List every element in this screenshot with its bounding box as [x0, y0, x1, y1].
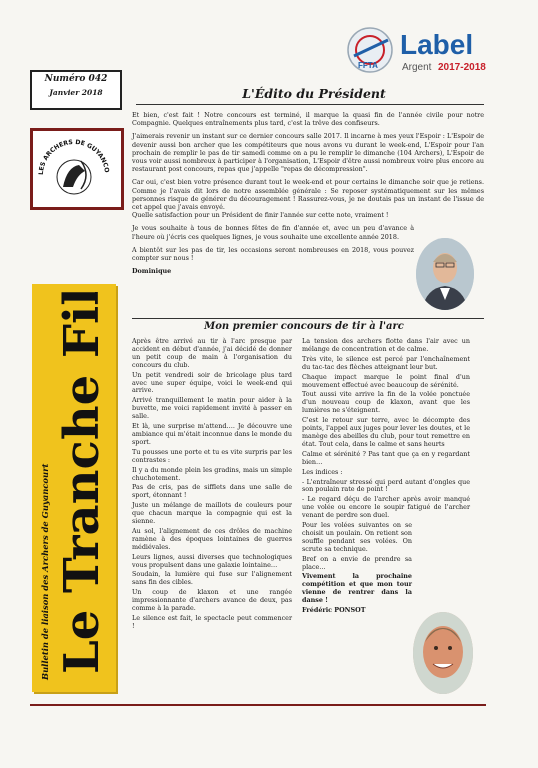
edito-paragraph: Quelle satisfaction pour un Président de finir l'année sur cette note, vraiment !	[132, 211, 389, 220]
article-paragraph: Après être arrivé au tir à l'arc presque par accident en début d'année, j'ai décidé de donner un petit coup de main à l'organisation du concours du club.	[132, 337, 292, 369]
article-paragraph: Juste un mélange de maillots de couleurs pour que chacun marque la compagnie qui est la sienne.	[132, 501, 292, 526]
edito-paragraph: Et bien, c'est fait ! Notre concours est terminé, il marque la quasi fin de l'année civile pour notre Compagnie. Quelques entraînements plus tard, c'est la trêve des confiseurs.	[132, 111, 484, 128]
edito-signature: Dominique	[132, 267, 172, 276]
issue-date: Janvier 2018	[49, 88, 103, 97]
article-divider	[132, 318, 484, 319]
article-paragraph: Les indices :	[302, 467, 343, 476]
article-column-right	[302, 338, 470, 617]
label-years: 2017-2018	[438, 62, 486, 73]
edito-paragraph: Je vous souhaite à tous de bonnes fêtes de fin d'année et, avec un peu d'avance à l'heure où j'écris ces quelques lignes, je vous souhaite une excellente année 2018.	[132, 224, 414, 241]
article-paragraph: - Le regard déçu de l'archer après avoir manqué une volée ou encore le soupir fatigué de l'archer venant de perdre son duel.	[302, 495, 470, 520]
article-title: Mon premier concours de tir à l'arc	[204, 321, 404, 332]
edito-paragraph: Car oui, c'est bien votre présence durant tout le week-end et pour certains le dimanche soir que je retiens. Comme je l'avais dit lors de notre assemblée générale : Se reposer systématiquement sur les mêmes personnes risque de générer du découragement ! Rassurez-vous, je ne doutais pas un instant de l'issue de cet appel que j'avais envoyé.	[132, 178, 484, 212]
article-paragraph: Le silence est fait, le spectacle peut commencer !	[132, 614, 292, 630]
svg-text:Bulletin de liaison des Archer: Bulletin de liaison des Archers de Guyancourt	[40, 463, 50, 680]
article-paragraph: Leurs lignes, aussi diverses que technologiques vous propulsent dans une galaxie lointaine…	[132, 552, 292, 569]
article-paragraph: Un petit vendredi soir de bricolage plus tard avec une super équipe, voici le week-end qui arrive.	[132, 370, 292, 395]
ffta-label-logo	[344, 26, 504, 78]
article-column-left	[132, 338, 292, 633]
issue-box	[30, 70, 122, 110]
club-logo	[30, 128, 124, 210]
article-signature: Frédéric PONSOT	[302, 606, 366, 615]
club-logo-text: LES ARCHERS DE GUYANCO	[37, 138, 110, 176]
article-paragraph: Tu pousses une porte et tu es vite surpris par les contrastes :	[132, 447, 292, 464]
issue-number: Numéro 042	[44, 74, 108, 84]
article-paragraph: Au sol, l'alignement de ces drôles de machine ramène à des époques lointaines de guerres médiévales.	[132, 526, 292, 551]
author-photo	[413, 612, 473, 694]
article-paragraph: Pas de cris, pas de sifflets dans une salle de sport, étonnant !	[132, 483, 292, 500]
article-paragraph: Tout aussi vite arrive la fin de la volée ponctuée d'un nouveau coup de klaxon, avant que les lumières ne s'éteignent.	[302, 390, 470, 415]
article-paragraph: Arrivé tranquillement le matin pour aider à la buvette, me voici rapidement invité à passer en salle.	[132, 396, 292, 421]
article-paragraph: - L'entraîneur stressé qui perd autant d'ongles que son poulain rate de point !	[302, 477, 470, 494]
article-paragraph: La tension des archers flotte dans l'air avec un mélange de concentration et de calme.	[302, 337, 470, 353]
edito-paragraph: A bientôt sur les pas de tir, les occasions seront nombreuses en 2018, vous pouvez compter sur nous !	[132, 245, 414, 263]
article-paragraph: Très vite, le silence est percé par l'enchaînement du tac-tac des flèches atteignant leur but.	[302, 354, 470, 371]
president-photo	[416, 238, 474, 310]
article-paragraph: Et là, une surprise m'attend…. Je découvre une ambiance qui m'était inconnue dans le monde du sport.	[132, 422, 292, 446]
svg-text:Le Tranche Fil: Le Tranche Fil	[54, 292, 110, 674]
edito-divider	[136, 104, 484, 105]
article-paragraph: C'est le retour sur terre, avec le décompte des points, l'appel aux juges pour lever les doutes, et le manège des abeilles du club, pour tout remettre en état. Tout cela, dans le calme et sans heurts	[302, 416, 470, 448]
article-paragraph: Vivement la prochaine compétition et que mon tour vienne de rentrer dans la danse !	[302, 572, 412, 605]
article-paragraph: Pour les volées suivantes on se choisit un poulain. On retient son souffle pendant ses volées. On scrute sa technique.	[302, 521, 412, 553]
article-paragraph: Calme et sérénité ? Pas tant que ça en y regardant bien…	[302, 449, 470, 466]
article-paragraph: Chaque impact marque le point final d'un mouvement effectué avec beaucoup de sérénité.	[302, 372, 470, 389]
ffta-text: FFTA	[358, 61, 378, 70]
masthead-title	[50, 292, 112, 684]
article-paragraph: Un coup de klaxon et une rangée impressionnante d'archers avance de deux, pas comme à la parade.	[132, 588, 292, 613]
label-level: Argent	[402, 62, 432, 73]
bottom-divider	[30, 704, 486, 706]
edito-paragraph: J'aimerais revenir un instant sur ce dernier concours salle 2017. Il incarne à mes yeux l'Espoir : L'Espoir de devenir aussi bon archer que les compétiteurs que nous avons vu durant le week-end, L'Espoir pour l'an prochain de remplir le pas de tir samedi comme on a pu le remplir le dimanche (104 Archers), L'Espoir de vous voir aussi nombreux à participer à l'organisation, L'Espoir d'être aussi nombreux voire plus encore au restaurant post concours, repas que j'appelle "repas de décompression".	[132, 132, 484, 174]
label-word: Label	[400, 29, 474, 60]
article-paragraph: Soudain, la lumière qui fuse sur l'alignement sans fin des cibles.	[132, 570, 292, 587]
article-paragraph: Il y a du monde plein les gradins, mais un simple chuchotement.	[132, 465, 292, 482]
article-paragraph: Bref on a envie de prendre sa place…	[302, 554, 412, 571]
edito-title: L'Édito du Président	[242, 86, 386, 101]
